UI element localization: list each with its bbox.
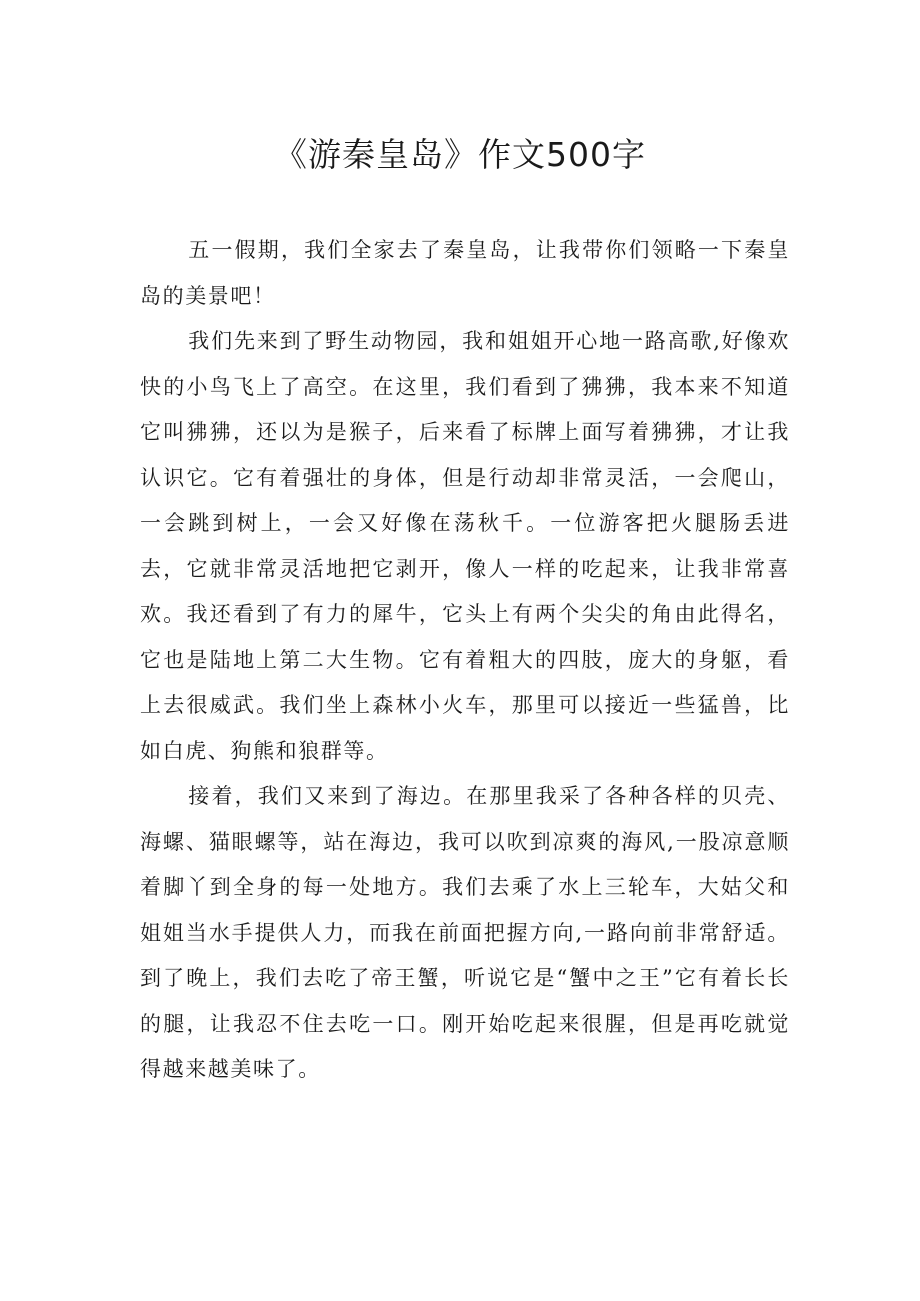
document-body: [140, 228, 790, 1093]
paragraph-zoo: 我们先来到了野生动物园，我和姐姐开心地一路高歌,好像欢快的小鸟飞上了高空。在这里，我们看到了狒狒，我本来不知道它叫狒狒，还以为是猴子，后来看了标牌上面写着狒狒，才让我认识它。它有着强壮的身体，但是行动却非常灵活，一会爬山，一会跳到树上，一会又好像在荡秋千。一位游客把火腿肠丢进去，它就非常灵活地把它剥开，像人一样的吃起来，让我非常喜欢。我还看到了有力的犀牛，它头上有两个尖尖的角由此得名，它也是陆地上第二大生物。它有着粗大的四肢，庞大的身躯，看上去很威武。我们坐上森林小火车，那里可以接近一些猛兽，比如白虎、狗熊和狼群等。: [140, 329, 790, 763]
paragraph-beach: 接着，我们又来到了海边。在那里我采了各种各样的贝壳、海螺、猫眼螺等，站在海边，我可以吹到凉爽的海风,一股凉意顺着脚丫到全身的每一处地方。我们去乘了水上三轮车，大姑父和姐姐当水手提供人力，而我在前面把握方向,一路向前非常舒适。到了晚上，我们去吃了帝王蟹，听说它是“蟹中之王”它有着长长的腿，让我忍不住去吃一口。刚开始吃起来很腥，但是再吃就觉得越来越美味了。: [140, 784, 790, 1081]
paragraph-intro: 五一假期，我们全家去了秦皇岛，让我带你们领略一下秦皇岛的美景吧！: [140, 238, 790, 308]
document-title: 《游秦皇岛》作文500字: [274, 135, 646, 174]
